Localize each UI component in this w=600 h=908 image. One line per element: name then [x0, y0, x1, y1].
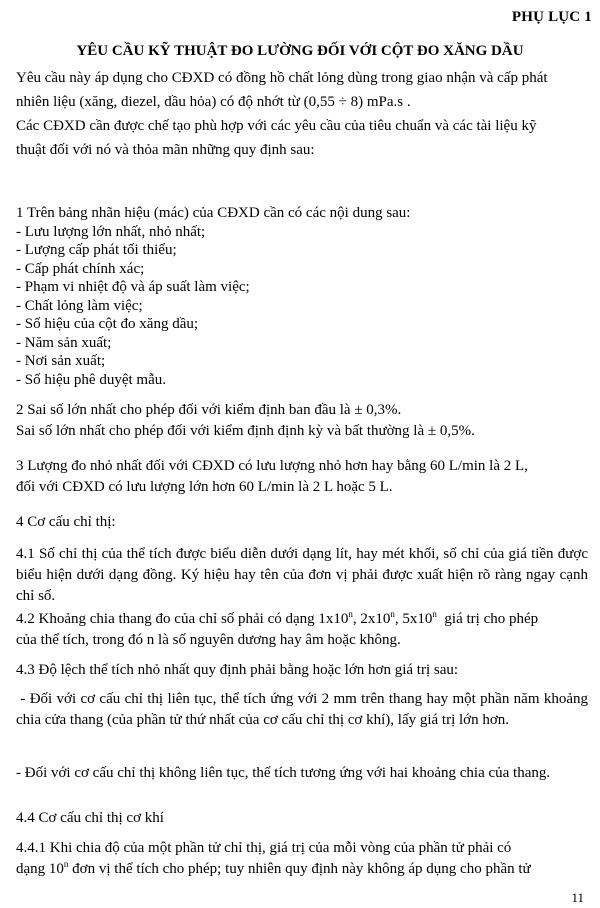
intro-line: thuật đối với nó và thỏa mãn những quy định sau:: [16, 142, 315, 158]
list-item: - Cấp phát chính xác;: [16, 260, 145, 277]
section-line: đối với CĐXD có lưu lượng lớn hơn 60 L/min là 2 L hoặc 5 L.: [16, 479, 393, 495]
intro-line: Yêu cầu này áp dụng cho CĐXD có đồng hồ chất lỏng dùng trong giao nhận và cấp phát: [16, 70, 548, 86]
section-1: [16, 204, 588, 389]
list-item: - Lưu lượng lớn nhất, nhỏ nhất;: [16, 223, 206, 240]
page-number: 11: [571, 890, 584, 905]
paragraph-4-2: [16, 609, 588, 651]
paragraph-text: - Đối với cơ cấu chỉ thị liên tục, thể tích ứng với 2 mm trên thang hay một phần năm khoảng chia cửa thang (của phần tử thứ nhất của cơ cấu chỉ thị cơ khí), lấy giá trị lớn hơn.: [16, 691, 592, 728]
text-run: đơn vị thể tích cho phép; tuy nhiên quy định này không áp dụng cho phần tử: [68, 861, 531, 877]
paragraph-text: 4.3 Độ lệch thể tích nhỏ nhất quy định phải bằng hoặc lớn hơn giá trị sau:: [16, 662, 459, 678]
section-line: 3 Lượng đo nhỏ nhất đối với CĐXD có lưu lượng nhỏ hơn hay bằng 60 L/min là 2 L,: [16, 458, 528, 474]
document-title: YÊU CẦU KỸ THUẬT ĐO LƯỜNG ĐỐI VỚI CỘT ĐO XĂNG DẦU: [76, 43, 524, 59]
section-heading: 4 Cơ cấu chỉ thị:: [16, 514, 116, 530]
paragraph-4-3-b: [16, 763, 588, 784]
list-item: - Số hiệu của cột đo xăng dầu;: [16, 316, 199, 332]
paragraph-4-4-1: [16, 838, 588, 880]
section-4-heading-block: [16, 512, 588, 532]
list-item: - Phạm vi nhiệt độ và áp suất làm việc;: [16, 279, 250, 295]
paragraph-4-4: [16, 808, 588, 828]
intro-line: nhiên liệu (xăng, diezel, dầu hỏa) có độ nhớt từ (0,55 ÷ 8) mPa.s .: [16, 94, 411, 110]
exponent: n: [348, 609, 353, 619]
paragraph-line: [16, 609, 588, 630]
paragraph-4-3-a: [16, 689, 592, 731]
paragraph-text: - Đối với cơ cấu chỉ thị không liên tục, thể tích tương ứng với hai khoảng chia của thang.: [16, 765, 551, 781]
list-item: - Chất lỏng làm việc;: [16, 297, 143, 314]
text-run: , 5x10: [394, 611, 433, 627]
section-line: Sai số lớn nhất cho phép đối với kiểm định định kỳ và bất thường là ± 0,5%.: [16, 423, 475, 439]
paragraph-4-3: [16, 660, 588, 680]
text-run: , 2x10: [352, 611, 391, 627]
intro-paragraph: [16, 66, 588, 162]
paragraph-line: của thể tích, trong đó n là số nguyên dương hay âm hoặc không.: [16, 632, 401, 648]
section-line: 2 Sai số lớn nhất cho phép đối với kiểm định ban đầu là ± 0,3%.: [16, 402, 402, 418]
paragraph-4-1: [16, 544, 588, 607]
section-heading: 1 Trên bảng nhãn hiệu (mác) của CĐXD cần có các nội dung sau:: [16, 205, 411, 221]
paragraph-text: 4.4 Cơ cấu chỉ thị cơ khí: [16, 810, 164, 826]
exponent: n: [432, 609, 437, 619]
list-item: - Lượng cấp phát tối thiểu;: [16, 242, 177, 258]
section-2: [16, 400, 588, 442]
paragraph-line: 4.4.1 Khi chia độ của một phần tử chỉ thị, giá trị của mỗi vòng của phần tử phải có: [16, 840, 512, 856]
appendix-label: PHỤ LỤC 1: [511, 9, 592, 25]
list-item: - Nơi sản xuất;: [16, 353, 106, 369]
exponent: n: [63, 859, 69, 869]
text-run: 4.2 Khoảng chia thang đo của chỉ số phải có dạng 1x10: [16, 611, 349, 627]
paragraph-line: [16, 859, 588, 880]
list-item: - Số hiệu phê duyệt mẫu.: [16, 371, 166, 388]
paragraph-text: 4.1 Số chỉ thị của thể tích được biểu diễn dưới dạng lít, hay mét khối, số chỉ của giá tiền được biểu hiện dưới dạng đồng. Ký hiệu hay tên của đơn vị phải được xuất hiện rõ ràng ngay cạnh chỉ số.: [16, 546, 588, 604]
text-run: giá trị cho phép: [436, 611, 539, 627]
text-run: dạng 10: [16, 861, 64, 877]
list-item: - Năm sản xuất;: [16, 334, 112, 351]
section-3: [16, 456, 588, 498]
exponent: n: [390, 609, 395, 619]
intro-line: Các CĐXD cần được chế tạo phù hợp với các yêu cầu của tiêu chuẩn và các tài liệu kỹ: [16, 118, 537, 134]
